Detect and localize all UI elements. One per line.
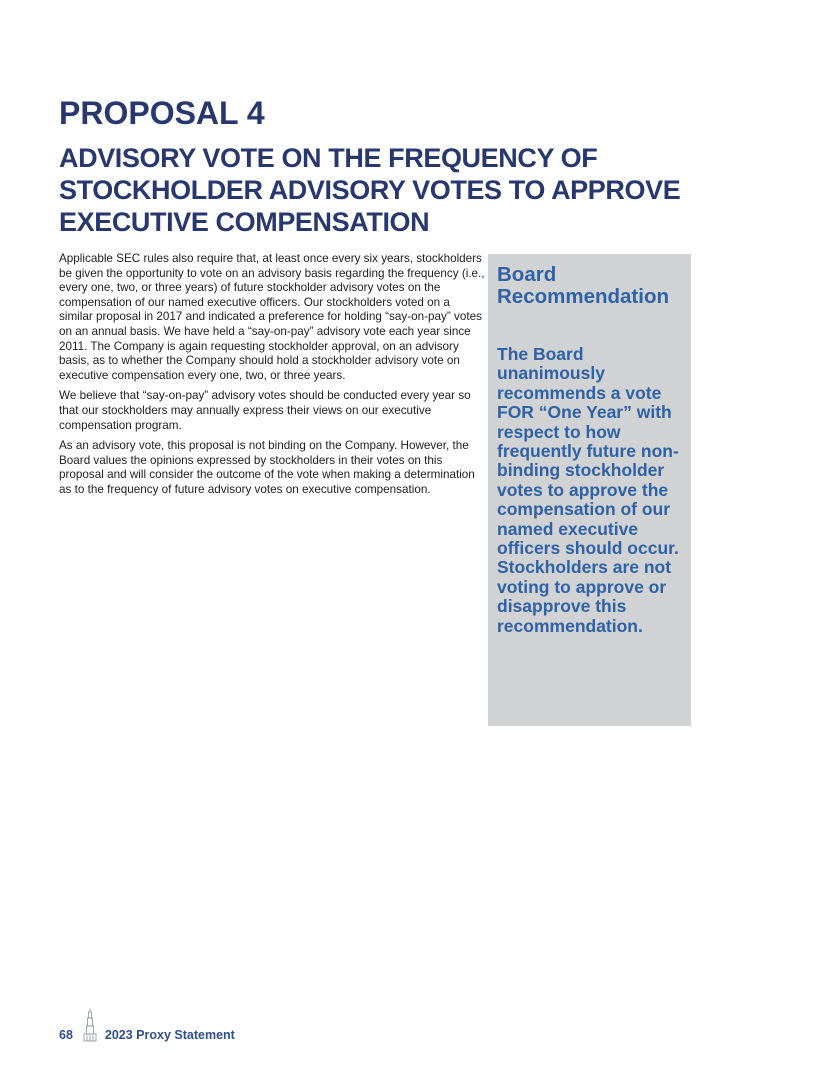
board-recommendation-box [488,254,691,726]
body-text [59,252,485,504]
page-footer [59,1002,235,1042]
board-recommendation-heading: Board Recommendation [497,263,669,308]
board-recommendation-text: The Board unanimously recommends a vote FOR “One Year” with respect to how frequently future non-binding stockholder votes to approve the compensation of our named executive officers should occur. Stockholders are not voting to approve or disapprove this recommendation. [497,344,679,636]
body-paragraph: Applicable SEC rules also require that, at least once every six years, stockholders be given the opportunity to vote on an advisory basis regarding the frequency (i.e., every one, two, or three years) of future stockholder advisory votes on the compensation of our named executive officers. Our stockholders voted on a similar proposal in 2017 and indicated a preference for holding “say-on-pay” votes on an annual basis. We have held a “say-on-pay” advisory vote each year since 2011. The Company is again requesting stockholder approval, on an advisory basis, as to whether the Company should hold a stockholder advisory vote on executive compensation every one, two, or three years. [59,252,485,382]
proposal-title: ADVISORY VOTE ON THE FREQUENCY OF STOCKHOLDER ADVISORY VOTES TO APPROVE EXECUTIVE COMPENSATION [59,143,681,237]
body-paragraph: As an advisory vote, this proposal is not binding on the Company. However, the Board values the opinions expressed by stockholders in their votes on this proposal and will consider the outcome of the vote when making a determination as to the frequency of future advisory votes on executive compensation. [59,439,475,496]
body-paragraph: We believe that “say-on-pay” advisory votes should be conducted every year so that our stockholders may annually express their views on our executive compensation program. [59,389,471,432]
building-tower-icon [83,1008,97,1042]
document-name: 2023 Proxy Statement [104,1028,235,1042]
proposal-number: PROPOSAL 4 [59,95,265,131]
page-number: 68 [59,1028,73,1042]
